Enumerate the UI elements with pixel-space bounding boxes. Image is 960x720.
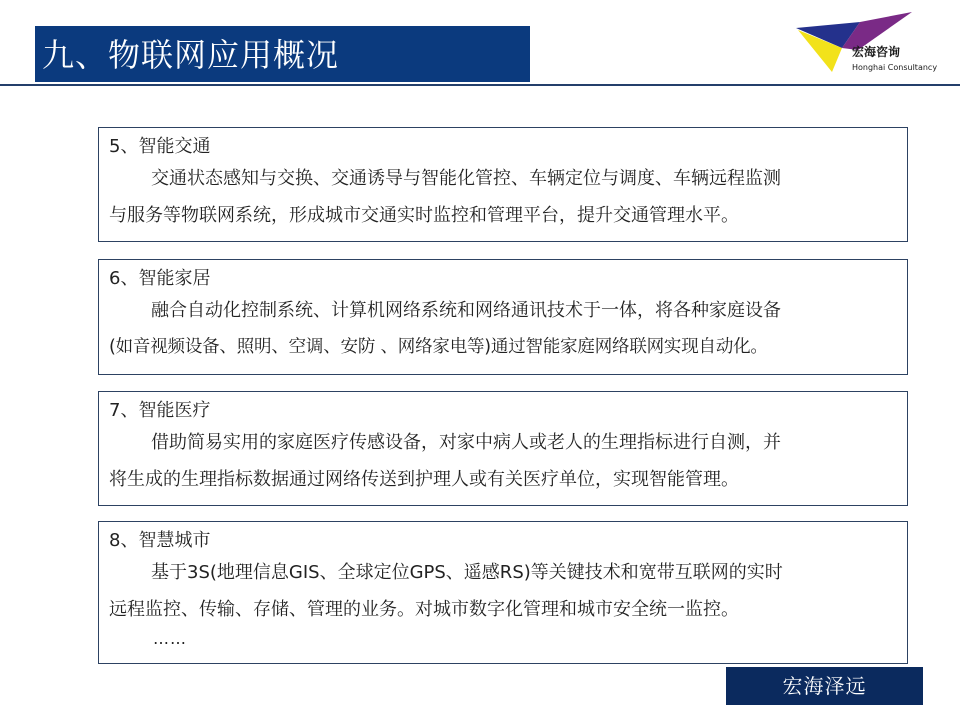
section-text-line: 交通状态感知与交换、交通诱导与智能化管控、车辆定位与调度、车辆远程监测 — [151, 168, 781, 189]
section-heading: 7、智能医疗 — [109, 400, 211, 421]
section-card-smart-home — [98, 259, 908, 375]
more-ellipsis: …… — [153, 629, 187, 648]
section-text-line: (如音视频设备、照明、空调、安防 、网络家电等)通过智能家庭网络联网实现自动化。 — [109, 337, 768, 357]
section-heading: 5、智能交通 — [109, 136, 211, 157]
logo-name-cn: 宏海咨询 — [852, 45, 901, 59]
page-title: 九、物联网应用概况 — [42, 36, 340, 74]
section-text-line: 融合自动化控制系统、计算机网络系统和网络通讯技术于一体，将各种家庭设备 — [151, 300, 781, 321]
footer-label: 宏海泽远 — [782, 674, 867, 698]
logo-name-en: Honghai Consultancy — [852, 63, 938, 72]
section-card-smart-traffic — [98, 127, 908, 242]
header-divider — [0, 84, 960, 86]
section-heading: 6、智能家居 — [109, 268, 211, 289]
section-card-smart-city — [98, 521, 908, 664]
section-text-line: 远程监控、传输、存储、管理的业务。对城市数字化管理和城市安全统一监控。 — [109, 599, 739, 620]
section-heading: 8、智慧城市 — [109, 530, 211, 551]
section-card-smart-medical — [98, 391, 908, 506]
section-text-line: 将生成的生理指标数据通过网络传送到护理人或有关医疗单位，实现智能管理。 — [109, 469, 739, 490]
section-text-line: 与服务等物联网系统，形成城市交通实时监控和管理平台，提升交通管理水平。 — [109, 205, 739, 226]
section-text-line: 基于3S(地理信息GIS、全球定位GPS、遥感RS)等关键技术和宽带互联网的实时 — [151, 562, 783, 583]
section-text-line: 借助简易实用的家庭医疗传感设备，对家中病人或老人的生理指标进行自测，并 — [151, 432, 781, 453]
